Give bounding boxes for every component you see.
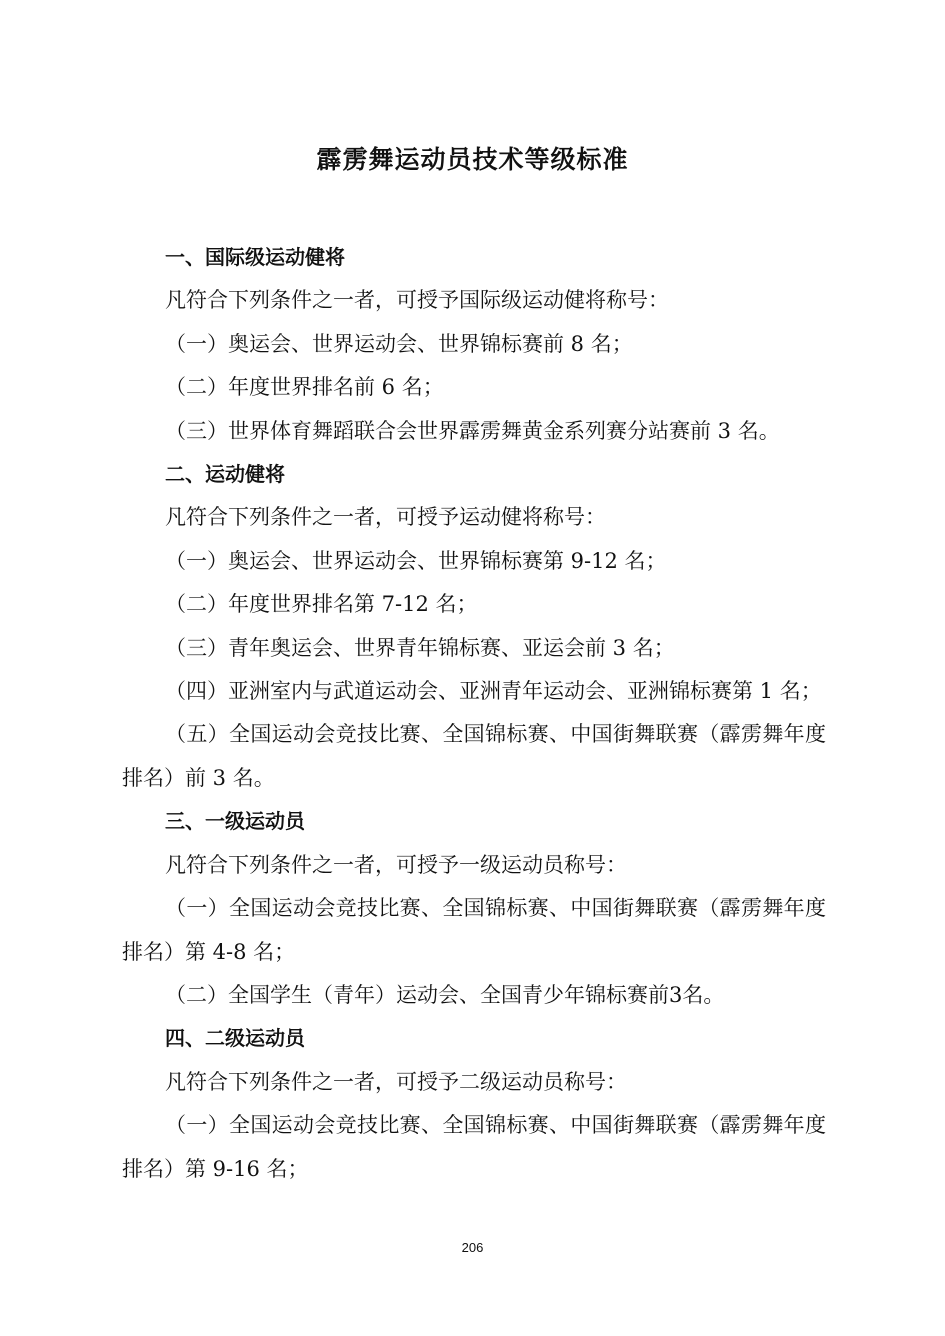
document-body [122, 236, 826, 1191]
criteria-item: （二）年度世界排名前 6 名； [165, 375, 444, 400]
section-intro: 凡符合下列条件之一者，可授予二级运动员称号： [165, 1069, 627, 1094]
section-intro: 凡符合下列条件之一者，可授予运动健将称号： [165, 505, 606, 530]
criteria-item: （四）亚洲室内与武道运动会、亚洲青年运动会、亚洲锦标赛第 1 名； [165, 679, 822, 704]
document-title: 霹雳舞运动员技术等级标准 [316, 145, 629, 174]
criteria-item: （一）全国运动会竞技比赛、全国锦标赛、中国街舞联赛（霹雳舞年度排名）第 4-8 名； [122, 896, 826, 964]
section-intro: 凡符合下列条件之一者，可授予一级运动员称号： [165, 852, 627, 877]
section-heading: 一、国际级运动健将 [165, 245, 345, 269]
criteria-item: （一）全国运动会竞技比赛、全国锦标赛、中国街舞联赛（霹雳舞年度排名）第 9-16 名； [122, 1113, 826, 1181]
criteria-item: （一）奥运会、世界运动会、世界锦标赛前 8 名； [165, 331, 633, 356]
criteria-item: （五）全国运动会竞技比赛、全国锦标赛、中国街舞联赛（霹雳舞年度排名）前 3 名。 [122, 722, 826, 790]
section-heading: 三、一级运动员 [165, 809, 305, 834]
page-number: 206 [461, 1240, 484, 1255]
section-heading: 四、二级运动员 [165, 1026, 305, 1051]
section-intro: 凡符合下列条件之一者，可授予国际级运动健将称号： [165, 288, 669, 313]
criteria-item: （一）奥运会、世界运动会、世界锦标赛第 9-12 名； [165, 548, 667, 573]
criteria-item: （三）世界体育舞蹈联合会世界霹雳舞黄金系列赛分站赛前 3 名。 [165, 418, 780, 443]
criteria-item: （三）青年奥运会、世界青年锦标赛、亚运会前 3 名； [165, 635, 675, 660]
criteria-item: （二）年度世界排名第 7-12 名； [165, 592, 478, 617]
section-heading: 二、运动健将 [165, 462, 285, 487]
criteria-item: （二）全国学生（青年）运动会、全国青少年锦标赛前3名。 [165, 982, 725, 1007]
